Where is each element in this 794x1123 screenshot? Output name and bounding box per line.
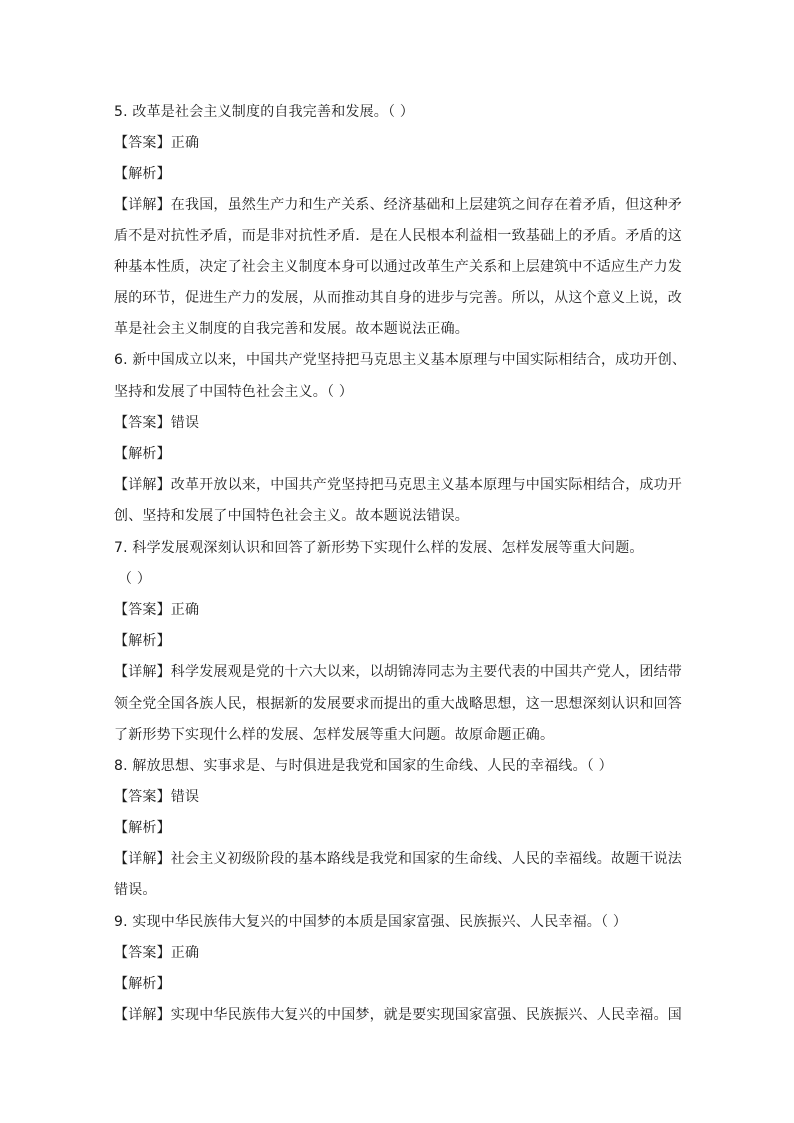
question-6-line-2: 坚持和发展了中国特色社会主义。（ ） bbox=[114, 384, 354, 400]
detail-5-line-2: 盾不是对抗性矛盾，而是非对抗性矛盾．是在人民根本利益相一致基础上的矛盾。矛盾的这 bbox=[114, 228, 682, 244]
question-9: 9. 实现中华民族伟大复兴的中国梦的本质是国家富强、民族振兴、人民幸福。（ ） bbox=[114, 914, 628, 930]
detail-5-line-4: 展的环节，促进生产力的发展，从而推动其自身的进步与完善。所以，从这个意义上说，改 bbox=[114, 290, 682, 306]
analysis-7: 【解析】 bbox=[114, 633, 171, 649]
analysis-9: 【解析】 bbox=[114, 976, 171, 992]
question-7-line-2: （ ） bbox=[118, 571, 152, 587]
analysis-8: 【解析】 bbox=[114, 820, 171, 836]
detail-8-line-2: 错误。 bbox=[114, 882, 157, 898]
detail-8-line-1: 【详解】社会主义初级阶段的基本路线是我党和国家的生命线、人民的幸福线。故题干说法 bbox=[114, 851, 682, 867]
detail-6-line-1: 【详解】改革开放以来，中国共产党坚持把马克思主义基本原理与中国实际相结合，成功开 bbox=[114, 477, 682, 493]
answer-7: 【答案】正确 bbox=[114, 602, 200, 618]
analysis-6: 【解析】 bbox=[114, 446, 171, 462]
question-5: 5. 改革是社会主义制度的自我完善和发展。（ ） bbox=[114, 104, 415, 120]
detail-5-line-5: 革是社会主义制度的自我完善和发展。故本题说法正确。 bbox=[114, 321, 469, 337]
question-6-line-1: 6. 新中国成立以来，中国共产党坚持把马克思主义基本原理与中国实际相结合，成功开创、 bbox=[114, 352, 687, 368]
answer-6: 【答案】错误 bbox=[114, 415, 200, 431]
detail-7-line-3: 了新形势下实现什么样的发展、怎样发展等重大问题。故原命题正确。 bbox=[114, 727, 555, 743]
question-7-line-1: 7. 科学发展观深刻认识和回答了新形势下实现什么样的发展、怎样发展等重大问题。 bbox=[114, 540, 644, 556]
detail-5-line-1: 【详解】在我国，虽然生产力和生产关系、经济基础和上层建筑之间存在着矛盾，但这种矛 bbox=[114, 197, 682, 213]
analysis-5: 【解析】 bbox=[114, 166, 171, 182]
detail-7-line-1: 【详解】科学发展观是党的十六大以来，以胡锦涛同志为主要代表的中国共产党人，团结带 bbox=[114, 664, 682, 680]
detail-9-line-1: 【详解】实现中华民族伟大复兴的中国梦，就是要实现国家富强、民族振兴、人民幸福。国 bbox=[114, 1007, 682, 1023]
answer-5: 【答案】正确 bbox=[114, 135, 200, 151]
question-8: 8. 解放思想、实事求是、与时俱进是我党和国家的生命线、人民的幸福线。（ ） bbox=[114, 758, 613, 774]
answer-9: 【答案】正确 bbox=[114, 945, 200, 961]
detail-6-line-2: 创、坚持和发展了中国特色社会主义。故本题说法错误。 bbox=[114, 508, 469, 524]
detail-5-line-3: 种基本性质，决定了社会主义制度本身可以通过改革生产关系和上层建筑中不适应生产力发 bbox=[114, 259, 682, 275]
detail-7-line-2: 领全党全国各族人民，根据新的发展要求而提出的重大战略思想，这一思想深刻认识和回答 bbox=[114, 696, 682, 712]
answer-8: 【答案】错误 bbox=[114, 789, 200, 805]
